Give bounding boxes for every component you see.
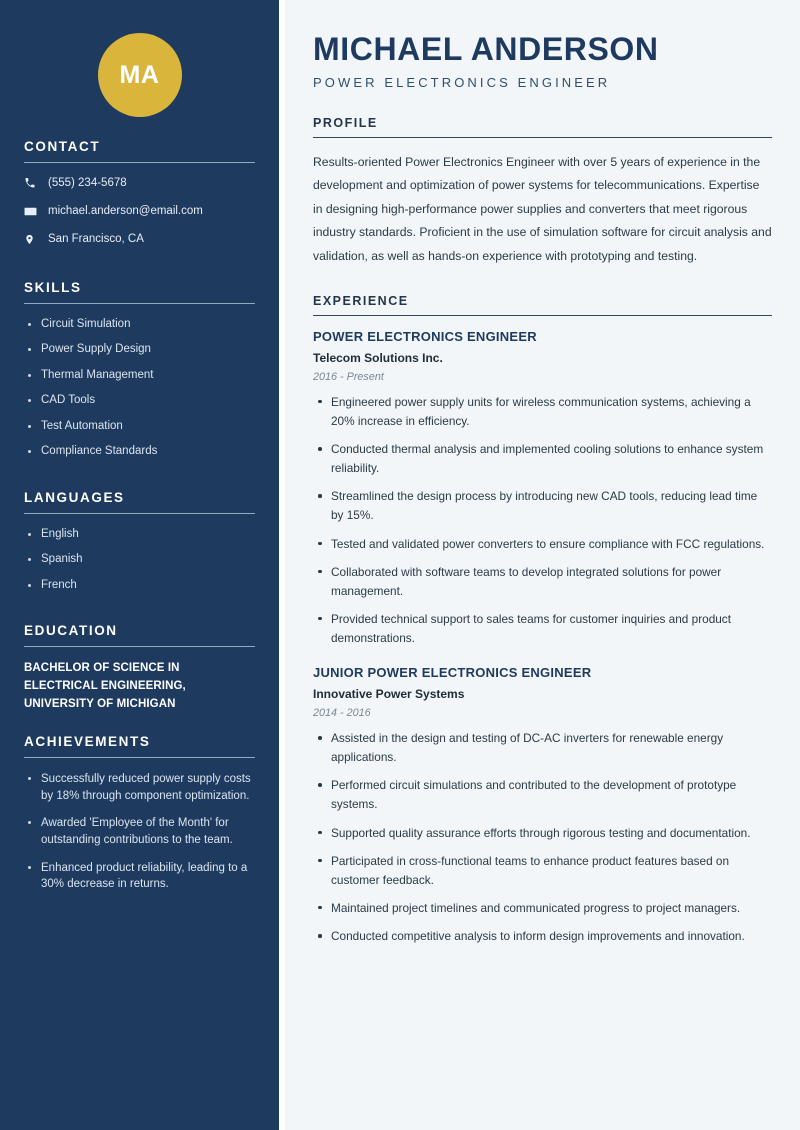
achievements-heading: ACHIEVEMENTS <box>24 733 151 749</box>
education-section <box>24 623 255 713</box>
contact-phone-value: (555) 234-5678 <box>48 177 127 189</box>
list-item: Test Automation <box>24 419 255 435</box>
list-item: Collaborated with software teams to develop integrated solutions for power management. <box>313 563 772 601</box>
achievements-divider <box>24 757 255 758</box>
languages-list <box>24 527 255 594</box>
languages-section <box>24 490 255 594</box>
avatar-container <box>24 0 255 117</box>
job-title: JUNIOR POWER ELECTRONICS ENGINEER <box>313 665 592 681</box>
list-item: French <box>24 578 255 594</box>
profile-text: Results-oriented Power Electronics Engineer with over 5 years of experience in the development and optimization of power systems for telecommunications. Expertise in designing high-performance power supplies and converters that meet rigorous industry standards. Proficient in the use of simulation software for circuit analysis and validation, as well as hands-on experience with prototyping and testing. <box>313 154 772 263</box>
main-content <box>285 0 800 1130</box>
skills-heading: SKILLS <box>24 279 82 295</box>
contact-item-location[interactable] <box>24 232 255 247</box>
experience-section <box>313 294 772 946</box>
experience-heading: EXPERIENCE <box>313 293 409 308</box>
job-bullet-list <box>313 393 772 648</box>
experience-divider <box>313 315 772 316</box>
list-item: Streamlined the design process by introducing new CAD tools, reducing lead time by 15%. <box>313 487 772 525</box>
sidebar <box>0 0 279 1130</box>
list-item: CAD Tools <box>24 393 255 409</box>
list-item: Conducted thermal analysis and implemented cooling solutions to enhance system reliability. <box>313 440 772 478</box>
spacer <box>24 603 255 623</box>
phone-icon <box>24 177 44 189</box>
page-title: MICHAEL ANDERSON <box>313 31 659 67</box>
list-item: Thermal Management <box>24 368 255 384</box>
contact-item-phone[interactable] <box>24 176 255 191</box>
languages-divider <box>24 513 255 514</box>
list-item: Engineered power supply units for wireless communication systems, achieving a 20% increase in efficiency. <box>313 393 772 431</box>
list-item: Spanish <box>24 552 255 568</box>
education-heading: EDUCATION <box>24 623 118 639</box>
list-item: Tested and validated power converters to ensure compliance with FCC regulations. <box>313 535 772 554</box>
skills-list <box>24 317 255 460</box>
job-company: Telecom Solutions Inc. <box>313 350 443 365</box>
contact-email-value: michael.anderson@email.com <box>48 204 203 217</box>
contact-item-email[interactable] <box>24 204 255 219</box>
list-item: Supported quality assurance efforts through rigorous testing and documentation. <box>313 824 772 843</box>
contact-heading: CONTACT <box>24 139 101 154</box>
spacer <box>24 714 255 734</box>
profile-divider <box>313 137 772 138</box>
list-item: Assisted in the design and testing of DC-AC inverters for renewable energy applications. <box>313 729 772 767</box>
job-bullet-list <box>313 729 772 946</box>
location-pin-icon <box>24 233 44 246</box>
list-item: Participated in cross-functional teams to enhance product features based on customer feedback. <box>313 852 772 890</box>
list-item: English <box>24 527 255 543</box>
education-divider <box>24 646 255 647</box>
languages-heading: LANGUAGES <box>24 489 125 505</box>
envelope-icon <box>24 205 44 218</box>
list-item: Awarded 'Employee of the Month' for outstanding contributions to the team. <box>24 815 255 848</box>
list-item: Performed circuit simulations and contributed to the development of prototype systems. <box>313 776 772 814</box>
achievements-section <box>24 734 255 893</box>
spacer <box>24 470 255 490</box>
contact-divider <box>24 162 255 163</box>
spacer <box>24 260 255 280</box>
avatar-initials: MA <box>98 33 182 117</box>
list-item: Power Supply Design <box>24 342 255 358</box>
job-company: Innovative Power Systems <box>313 687 465 702</box>
experience-entry <box>313 329 772 648</box>
profile-heading: PROFILE <box>313 115 378 130</box>
spacer <box>24 117 255 139</box>
achievements-list <box>24 771 255 893</box>
list-item: Circuit Simulation <box>24 317 255 333</box>
skills-divider <box>24 303 255 304</box>
job-dates: 2016 - Present <box>313 370 384 383</box>
job-dates: 2014 - 2016 <box>313 707 371 720</box>
experience-entry <box>313 665 772 946</box>
list-item: Conducted competitive analysis to inform design improvements and innovation. <box>313 927 772 946</box>
list-item: Maintained project timelines and communicated progress to project managers. <box>313 899 772 918</box>
list-item: Successfully reduced power supply costs by 18% through component optimization. <box>24 771 255 804</box>
list-item: Enhanced product reliability, leading to a 30% decrease in returns. <box>24 860 255 893</box>
skills-section <box>24 280 255 460</box>
job-role-subtitle: POWER ELECTRONICS ENGINEER <box>313 74 611 90</box>
list-item: Compliance Standards <box>24 444 255 460</box>
list-item: Provided technical support to sales teams for customer inquiries and product demonstrations. <box>313 610 772 648</box>
contact-section <box>24 139 255 247</box>
contact-list <box>24 176 255 247</box>
education-entry: BACHELOR OF SCIENCE IN ELECTRICAL ENGINEERING, UNIVERSITY OF MICHIGAN <box>24 662 186 711</box>
profile-section <box>313 116 772 268</box>
contact-location-value: San Francisco, CA <box>48 232 144 245</box>
job-title: POWER ELECTRONICS ENGINEER <box>313 328 537 344</box>
